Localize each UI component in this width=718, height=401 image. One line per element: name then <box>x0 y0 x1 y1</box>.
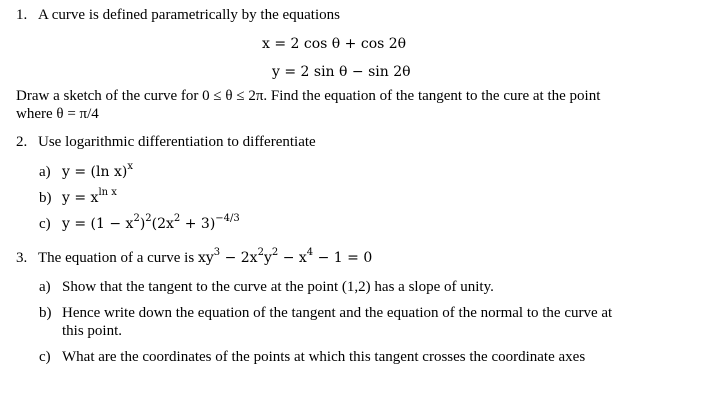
q3-part-b-label: b) <box>39 305 52 321</box>
q1-instruction-line1: Draw a sketch of the curve for 0 ≤ θ ≤ 2π. Find the equation of the tangent to the cure at the point <box>16 88 601 104</box>
q1-intro: A curve is defined parametrically by the equations <box>38 7 340 23</box>
q2-part-a-expression: y = (ln x)$^x$ <box>62 161 133 180</box>
q3-part-b-text-line2: this point. <box>62 323 123 339</box>
q2-part-b-expression: $y = x^{ln x}$ <box>62 187 117 206</box>
q1-number: 1. <box>16 7 28 23</box>
q2-part-a-label: a) <box>39 164 51 180</box>
q3-intro: The equation of a curve is $xy^3 - 2x^2y^2 - x^4 - 1 = 0$ <box>38 247 373 266</box>
q3-part-b-text-line1: Hence write down the equation of the tangent and the equation of the normal to the curve at <box>62 305 613 321</box>
q1-instruction-line2: where θ = π/4 <box>16 106 99 122</box>
q3-number: 3. <box>16 250 28 266</box>
q3-part-a-text: Show that the tangent to the curve at the point (1,2) has a slope of unity. <box>62 279 494 295</box>
q2-intro: Use logarithmic differentiation to differentiate <box>38 134 316 150</box>
q2-part-b-label: b) <box>39 190 52 206</box>
q2-number: 2. <box>16 134 28 150</box>
q2-part-c-expression: $y = (1 - x^2)^2(2x^2 + 3)^{-4/3}$ <box>62 213 240 232</box>
q3-part-a-label: a) <box>39 279 51 295</box>
q3-part-c-text: What are the coordinates of the points at which this tangent crosses the coordinate axes <box>62 349 586 365</box>
q2-part-c-label: c) <box>39 216 51 232</box>
q1-equation-x: x = 2 cos θ + cos 2θ <box>262 36 407 52</box>
q1-equation-y: y = 2 sin θ − sin 2θ <box>272 64 411 80</box>
q3-part-c-label: c) <box>39 349 51 365</box>
